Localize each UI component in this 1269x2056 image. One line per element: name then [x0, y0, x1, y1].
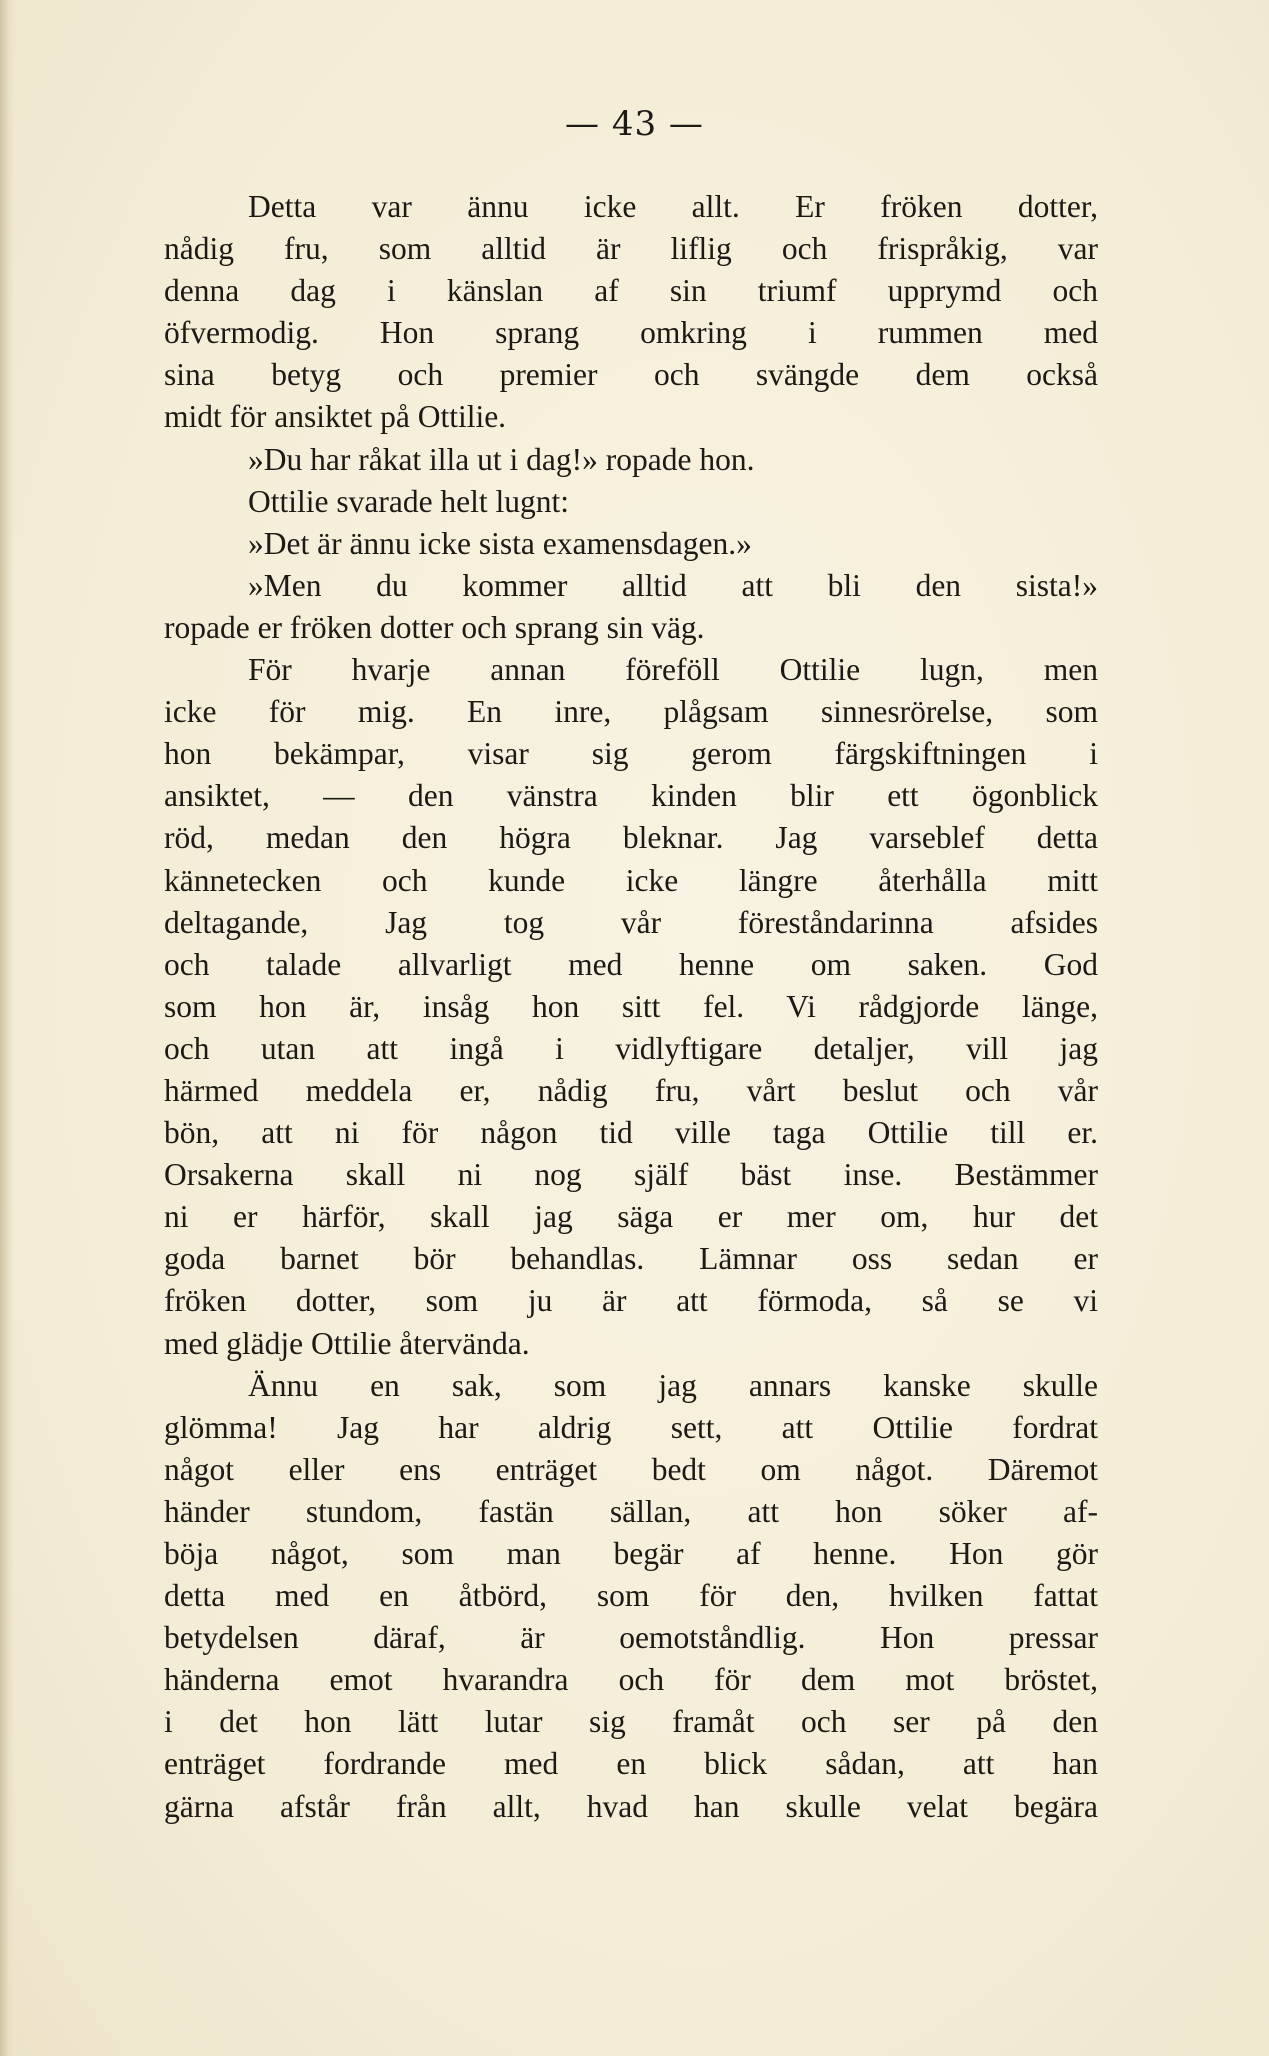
text-line: »Du har råkat illa ut i dag!» ropade hon. — [248, 441, 755, 477]
text-line: händer stundom, fastän sällan, att hon söker af- — [164, 1493, 1098, 1529]
text-line: ropade er fröken dotter och sprang sin väg. — [164, 609, 705, 645]
text-line: händerna emot hvarandra och för dem mot bröstet, — [164, 1662, 1098, 1698]
text-line: midt för ansiktet på Ottilie. — [164, 399, 507, 435]
text-line: hon bekämpar, visar sig gerom färgskiftningen i — [164, 736, 1098, 772]
text-line: som hon är, insåg hon sitt fel. Vi rådgjorde länge, — [164, 988, 1098, 1024]
text-line: Detta var ännu icke allt. Er fröken dotter, — [248, 189, 1098, 224]
page-number: — 43 — — [565, 104, 704, 144]
text-line: denna dag i känslan af sin triumf upprymd och — [164, 273, 1098, 309]
text-line: betydelsen däraf, är oemotståndlig. Hon pressar — [164, 1620, 1098, 1656]
text-line: kännetecken och kunde icke längre återhålla mitt — [164, 862, 1098, 898]
text-line: »Det är ännu icke sista examensdagen.» — [248, 525, 752, 561]
text-line: Ottilie svarade helt lugnt: — [248, 483, 570, 519]
text-line: icke för mig. En inre, plågsam sinnesrörelse, som — [164, 694, 1098, 730]
text-line: detta med en åtbörd, som för den, hvilken fattat — [164, 1578, 1098, 1614]
text-line: härmed meddela er, nådig fru, vårt beslut och vår — [164, 1072, 1098, 1108]
text-line: gärna afstår från allt, hvad han skulle velat begära — [164, 1788, 1098, 1824]
text-line: bön, att ni för någon tid ville taga Ottilie till er. — [164, 1115, 1098, 1151]
text-line: Orsakerna skall ni nog själf bäst inse. Bestämmer — [164, 1157, 1098, 1193]
text-line: med glädje Ottilie återvända. — [164, 1325, 530, 1361]
text-line: böja något, som man begär af henne. Hon gör — [164, 1536, 1098, 1571]
text-line: »Men du kommer alltid att bli den sista!» — [248, 567, 1098, 603]
text-line: sina betyg och premier och svängde dem också — [164, 357, 1098, 393]
text-line: deltagande, Jag tog vår föreståndarinna afsides — [164, 904, 1098, 940]
text-line: ansiktet, — den vänstra kinden blir ett ögonblick — [164, 778, 1098, 814]
text-line: glömma! Jag har aldrig sett, att Ottilie fordrat — [164, 1409, 1098, 1445]
page-edge-shadow — [0, 0, 14, 2056]
text-line: och talade allvarligt med henne om saken. God — [164, 946, 1098, 982]
text-line: ni er härför, skall jag säga er mer om, hur det — [164, 1199, 1098, 1235]
text-line: i det hon lätt lutar sig framåt och ser på den — [164, 1704, 1098, 1740]
body-text — [164, 186, 1098, 1828]
text-line: något eller ens enträget bedt om något. Däremot — [164, 1451, 1098, 1487]
text-line: röd, medan den högra bleknar. Jag varseblef detta — [164, 820, 1098, 856]
text-line: öfvermodig. Hon sprang omkring i rummen med — [164, 315, 1098, 351]
text-line: goda barnet bör behandlas. Lämnar oss sedan er — [164, 1241, 1098, 1277]
text-line: Ännu en sak, som jag annars kanske skulle — [248, 1367, 1098, 1403]
text-line: och utan att ingå i vidlyftigare detaljer, vill jag — [164, 1030, 1098, 1066]
text-line: fröken dotter, som ju är att förmoda, så se vi — [164, 1283, 1098, 1319]
text-line: nådig fru, som alltid är liflig och frispråkig, var — [164, 231, 1098, 267]
text-line: enträget fordrande med en blick sådan, att han — [164, 1746, 1098, 1782]
text-line: För hvarje annan föreföll Ottilie lugn, men — [248, 652, 1098, 688]
